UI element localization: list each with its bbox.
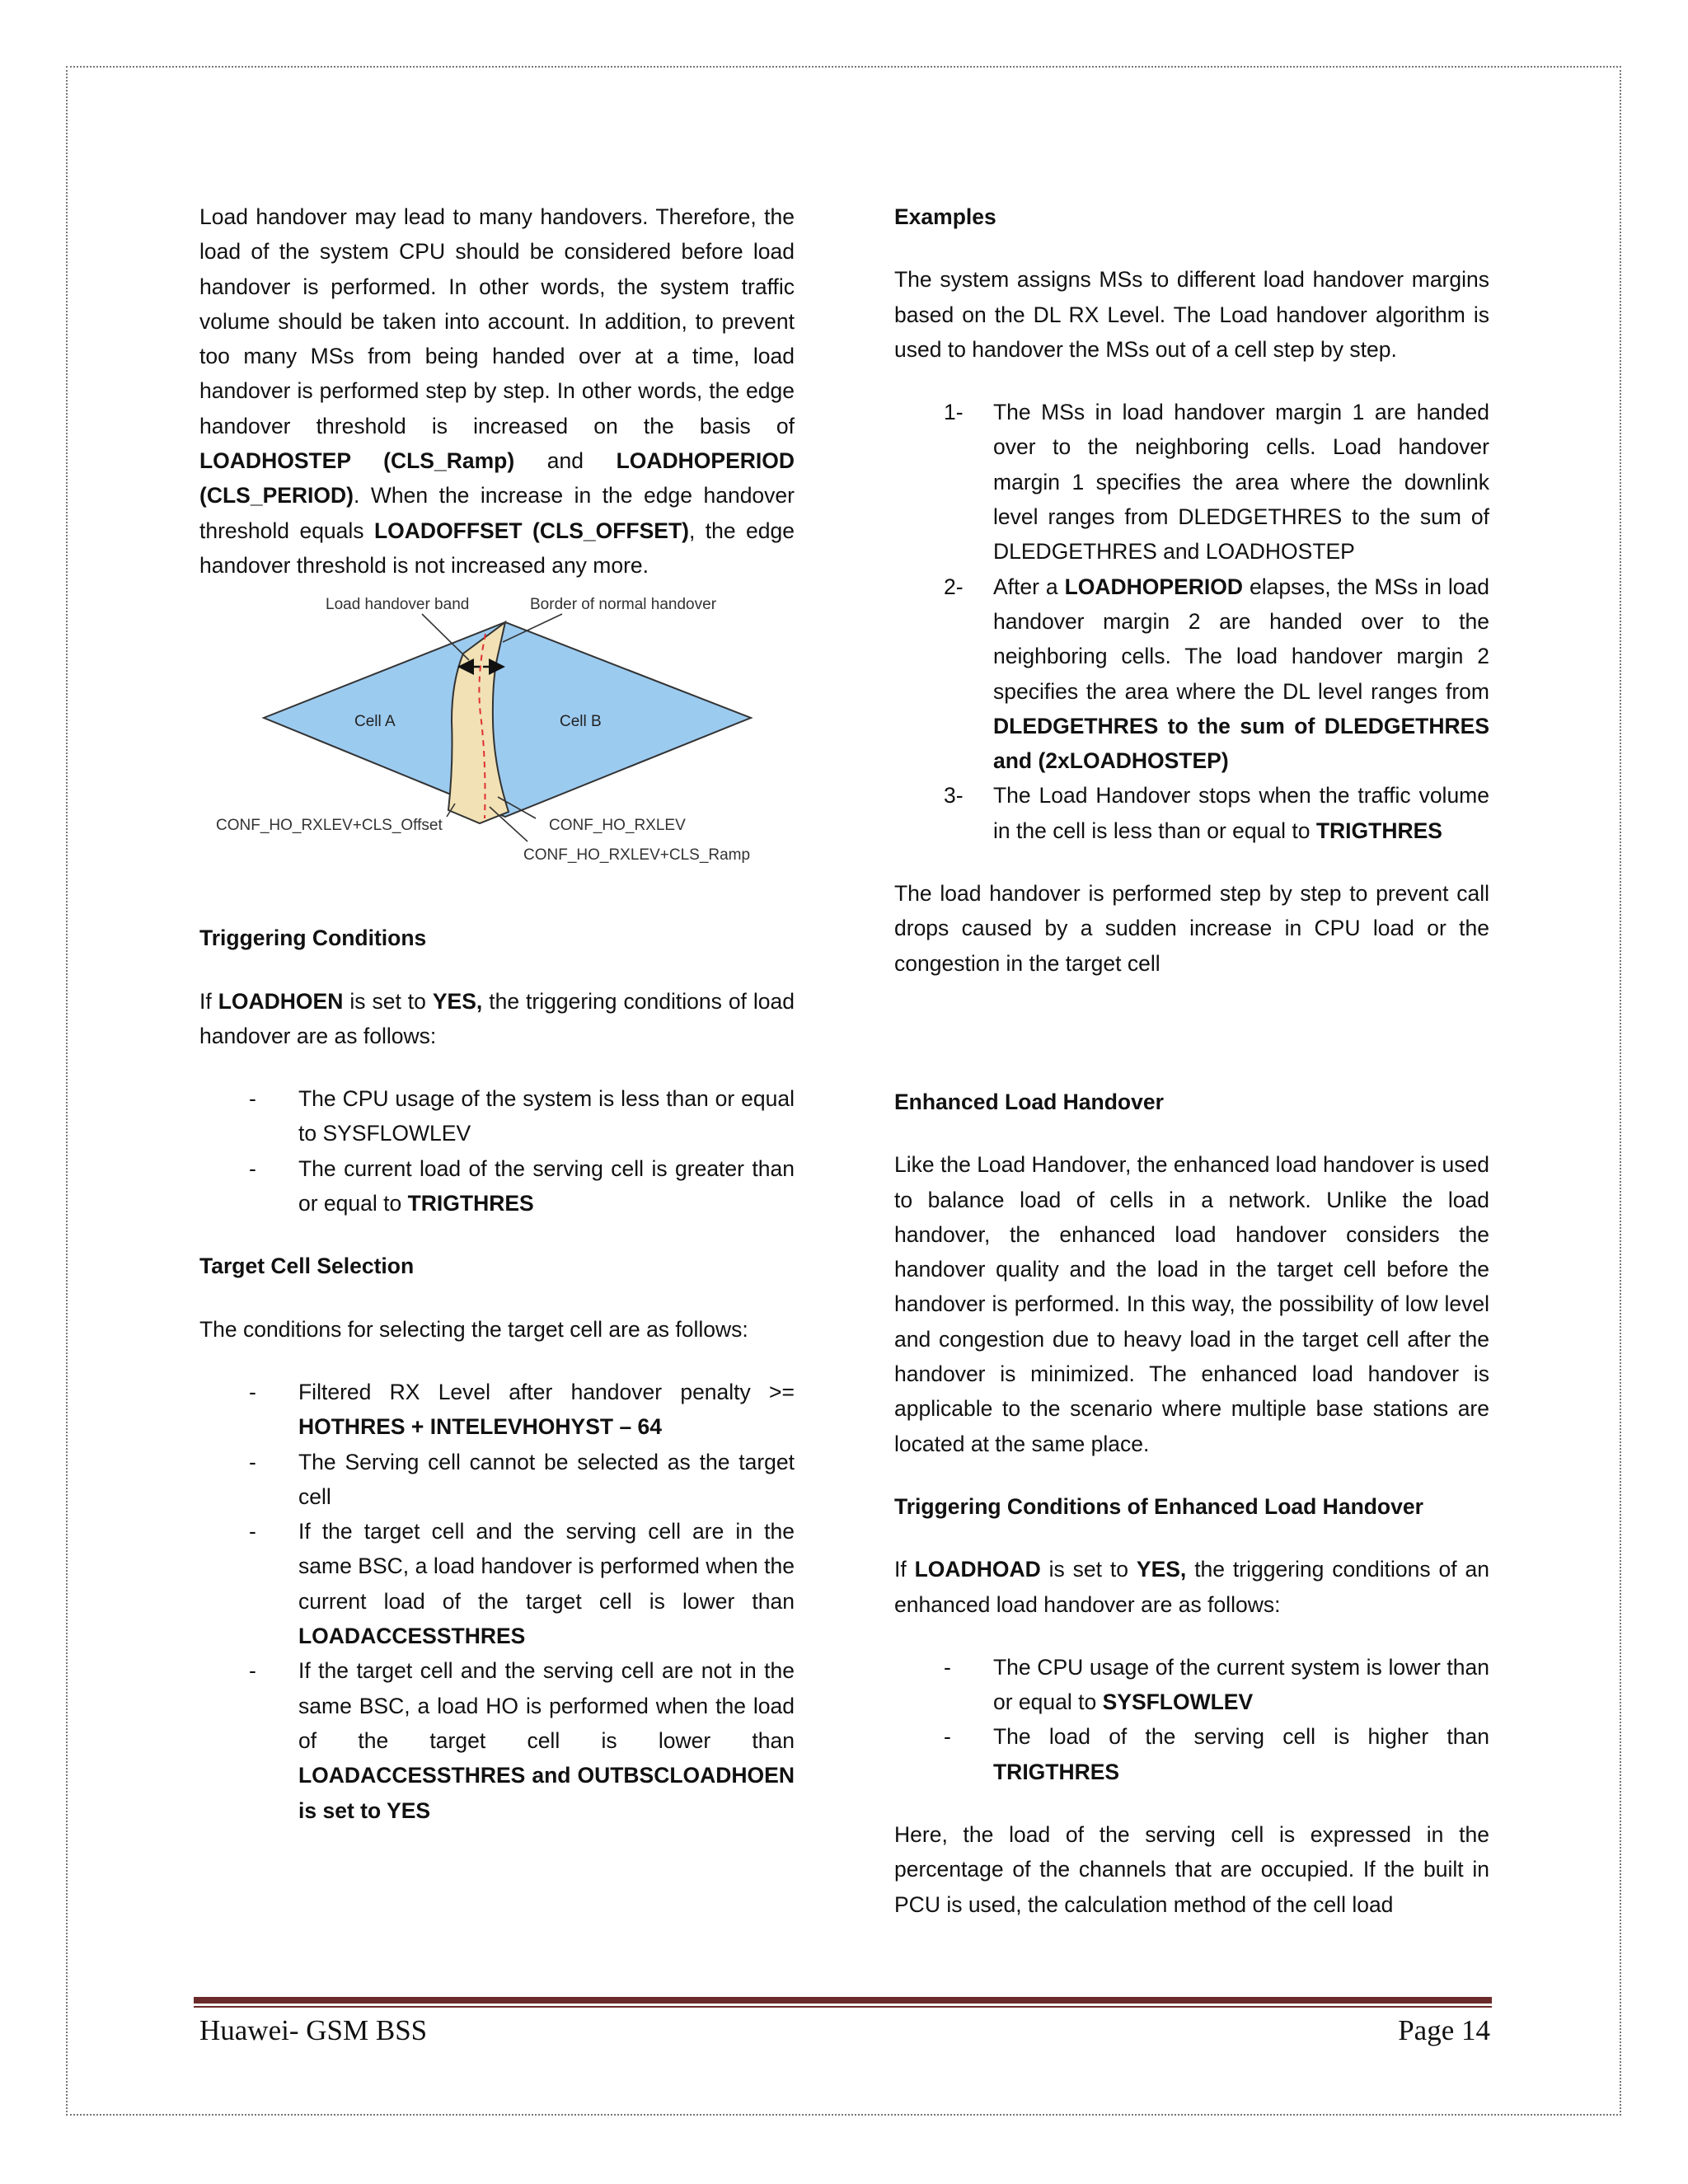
- bold-term: LOADHOEN: [218, 988, 344, 1014]
- step-text: The MSs in load handover margin 1 are handed over to the neighboring cells. Load handover margin 1 specifies the area where the downlink level ranges from DLEDGETHRES to the sum of DLEDGETHRES and LOADHOSTEP: [993, 400, 1489, 565]
- footer-rule-thin: [194, 2006, 1492, 2008]
- label-cell-a: Cell A: [354, 713, 396, 731]
- spacer: [894, 1622, 1489, 1650]
- list-item: [894, 778, 1489, 848]
- bold-term: LOADOFFSET (CLS_OFFSET): [374, 518, 689, 543]
- bold-term: DLEDGETHRES to the sum of DLEDGETHRES and (2xLOADHOSTEP): [993, 713, 1489, 774]
- step-text: The Load Handover stops when the traffic volume in the cell is less than or equal to TRIGTHRES: [993, 783, 1489, 843]
- label-border-normal-handover: Border of normal handover: [530, 596, 717, 614]
- footer-page-number: Page 14: [1398, 2014, 1490, 2046]
- enhanced-load-handover-heading: Enhanced Load Handover: [894, 1089, 1164, 1114]
- closing-paragraph: Here, the load of the serving cell is expressed in the percentage of the channels that are occupied. If the built in PCU is used, the calculation method of the cell load: [894, 1821, 1489, 1917]
- spacer: [199, 1221, 795, 1249]
- label-cell-b: Cell B: [560, 713, 602, 731]
- spacer: [894, 981, 1489, 1057]
- spacer: [199, 1347, 795, 1375]
- left-column: [199, 199, 795, 1828]
- examples-steps-list: [894, 395, 1489, 848]
- bold-term: YES,: [432, 988, 483, 1014]
- list-item: - If the target cell and the serving cell are in the same BSC, a load handover is performed when the current load of the target cell is lower than LOADACCESSTHRES: [199, 1514, 795, 1653]
- triggering-conditions-intro: If LOADHOEN is set to YES, the triggering conditions of load handover are as follows:: [199, 988, 795, 1048]
- step-note: The load handover is performed step by step to prevent call drops caused by a sudden increase in CPU load or the congestion in the target cell: [894, 881, 1489, 976]
- bold-term: TRIGTHRES: [993, 1759, 1120, 1784]
- list-item: - The CPU usage of the current system is lower than or equal to SYSFLOWLEV: [894, 1650, 1489, 1720]
- bold-term: LOADACCESSTHRES and OUTBSCLOADHOEN is set to YES: [298, 1763, 795, 1823]
- bold-term: LOADACCESSTHRES: [298, 1624, 526, 1649]
- footer-document-title: Huawei- GSM BSS: [199, 2014, 428, 2046]
- spacer: [894, 1524, 1489, 1552]
- enhanced-triggering-intro: If LOADHOAD is set to YES, the triggering conditions of an enhanced load handover are as follows:: [894, 1557, 1489, 1617]
- list-item: - If the target cell and the serving cell are not in the same BSC, a load HO is performed when the load of the target cell is lower than LOADACCESSTHRES and OUTBSCLOADHOEN is set to YES: [199, 1653, 795, 1827]
- spacer: [894, 367, 1489, 395]
- right-column: [894, 199, 1489, 1922]
- bold-term: SYSFLOWLEV: [1102, 1690, 1254, 1715]
- step-marker: 3-: [944, 783, 964, 808]
- spacer: [199, 893, 795, 921]
- load-handover-diagram: [199, 591, 795, 893]
- list-item: - The Serving cell cannot be selected as the target cell: [199, 1445, 795, 1515]
- spacer: [894, 234, 1489, 262]
- list-item: - The current load of the serving cell is greater than or equal to TRIGTHRES: [199, 1151, 795, 1221]
- step-marker: 2-: [944, 574, 964, 599]
- step-marker: 1-: [944, 400, 964, 425]
- label-load-handover-band: Load handover band: [326, 596, 470, 614]
- bold-term: TRIGTHRES: [407, 1191, 534, 1216]
- enhanced-load-handover-body: Like the Load Handover, the enhanced load handover is used to balance load of cells in a network. Unlike the load handover, the enhanced load handover considers the handover quality and the load in the target cell before the handover is performed. In this way, the possibility of low level and congestion due to heavy load in the target cell after the handover is minimized. The enhanced load handover is applicable to the scenario where multiple base stations are located at the same place.: [894, 1152, 1489, 1456]
- spacer: [199, 1053, 795, 1081]
- triggering-conditions-list: [199, 1081, 795, 1221]
- enhanced-triggering-list: [894, 1650, 1489, 1789]
- spacer: [894, 848, 1489, 876]
- examples-heading: Examples: [894, 204, 996, 229]
- spacer: [894, 1789, 1489, 1817]
- step-text: After a LOADHOPERIOD elapses, the MSs in load handover margin 2 are handed over to the neighboring cells. The load handover margin 2 specifies the area where the DL level ranges from DLEDGETHRES to the sum of DLEDGETHRES and (2xLOADHOSTEP): [993, 574, 1489, 774]
- spacer: [199, 1284, 795, 1312]
- load-handover-figure: [199, 591, 795, 893]
- label-conf-offset: CONF_HO_RXLEV+CLS_Offset: [216, 817, 443, 835]
- target-cell-conditions-list: [199, 1375, 795, 1828]
- triggering-conditions-heading: Triggering Conditions: [199, 926, 427, 951]
- list-item: - The load of the serving cell is higher than TRIGTHRES: [894, 1719, 1489, 1789]
- bold-term: HOTHRES + INTELEVHOHYST – 64: [298, 1414, 663, 1440]
- bold-term: YES,: [1136, 1557, 1187, 1582]
- list-item: [894, 395, 1489, 569]
- bold-term: LOADHOPERIOD: [1064, 574, 1244, 599]
- list-item: [894, 569, 1489, 779]
- label-conf-rxlev: CONF_HO_RXLEV: [549, 817, 686, 835]
- footer-rule-thick: [194, 1997, 1492, 2004]
- spacer: [894, 1057, 1489, 1085]
- bold-term: LOADHOPERIOD (CLS_PERIOD): [199, 448, 795, 509]
- list-item: - The CPU usage of the system is less than or equal to SYSFLOWLEV: [199, 1081, 795, 1151]
- spacer: [199, 956, 795, 984]
- load-handover-intro: Load handover may lead to many handovers. Therefore, the load of the system CPU should be considered before load handover is performed. In other words, the system traffic volume should be taken into account. In addition, to prevent too many MSs from being handed over at a time, load handover is performed step by step. In other words, the edge handover threshold is increased on the basis of LOADHOSTEP (CLS_Ramp) and LOADHOPERIOD (CLS_PERIOD). When the increase in the edge handover threshold equals LOADOFFSET (CLS_OFFSET), the edge handover threshold is not increased any more.: [199, 204, 795, 578]
- bold-term: TRIGTHRES: [1315, 818, 1442, 843]
- bold-term: LOADHOSTEP (CLS_Ramp): [199, 448, 515, 474]
- cell-diamond-shape: [264, 622, 751, 817]
- spacer: [894, 1119, 1489, 1147]
- target-cell-selection-intro: The conditions for selecting the target cell are as follows:: [199, 1316, 748, 1342]
- examples-intro: The system assigns MSs to different load handover margins based on the DL RX Level. The Load handover algorithm is used to handover the MSs out of a cell step by step.: [894, 267, 1489, 362]
- target-cell-selection-heading: Target Cell Selection: [199, 1254, 415, 1279]
- label-conf-ramp: CONF_HO_RXLEV+CLS_Ramp: [523, 846, 751, 865]
- bold-term: LOADHOAD: [914, 1557, 1041, 1582]
- list-item: - Filtered RX Level after handover penalty >= HOTHRES + INTELEVHOHYST – 64: [199, 1375, 795, 1445]
- spacer: [894, 1461, 1489, 1489]
- enhanced-triggering-heading: Triggering Conditions of Enhanced Load Handover: [894, 1493, 1423, 1519]
